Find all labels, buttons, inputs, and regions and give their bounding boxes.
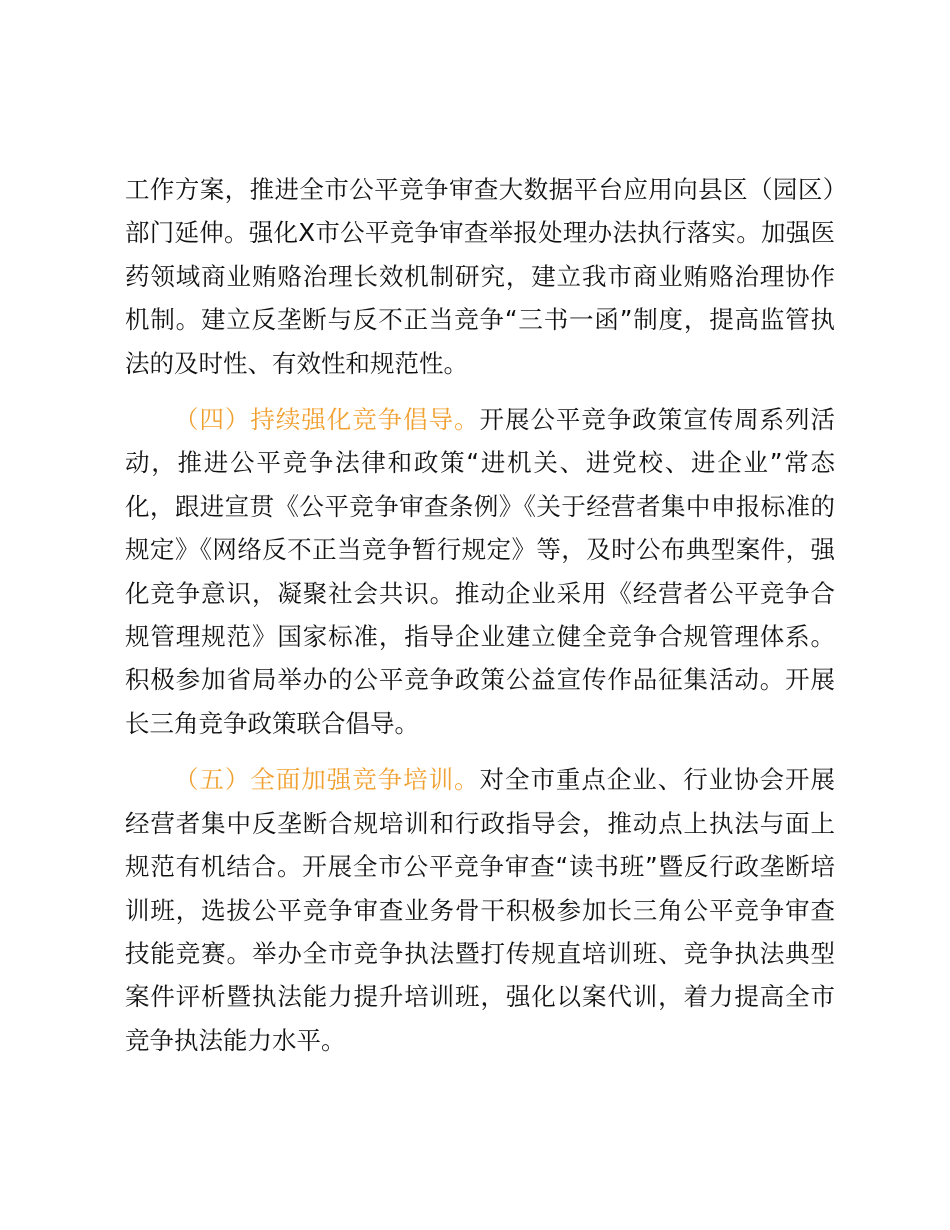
paragraph-text: 工作方案，推进全市公平竞争审查大数据平台应用向县区（园区）部门延伸。强化X市公平竞争审查举报处理办法执行落实。加强医药领域商业贿赂治理长效机制研究，建立我市商业贿赂治理协作机制。建立反垄断与反不正当竞争“三书一函”制度，提高监管执法的及时性、有效性和规范性。 xyxy=(125,175,835,378)
paragraph-continuation xyxy=(125,168,835,385)
section-heading-5: （五）全面加强竞争培训。 xyxy=(174,765,480,795)
paragraph-text: 对全市重点企业、行业协会开展经营者集中反垄断合规培训和行政指导会，推动点上执法与面上规范有机结合。开展全市公平竞争审查“读书班”暨反行政垄断培训班，选拔公平竞争审查业务骨干积极参加长三角公平竞争审查技能竞赛。举办全市竞争执法暨打传规直培训班、竞争执法典型案件评析暨执法能力提升培训班，强化以案代训，着力提高全市竞争执法能力水平。 xyxy=(125,765,836,1055)
paragraph-competition-advocacy xyxy=(125,398,835,745)
document-body xyxy=(125,168,835,1062)
section-heading-4: （四）持续强化竞争倡导。 xyxy=(174,405,480,435)
paragraph-text: 开展公平竞争政策宣传周系列活动，推进公平竞争法律和政策“进机关、进党校、进企业”常态化，跟进宣贯《公平竞争审查条例》《关于经营者集中申报标准的规定》《网络反不正当竞争暂行规定》等，及时公布典型案件，强化竞争意识，凝聚社会共识。推动企业采用《经营者公平竞争合规管理规范》国家标准，指导企业建立健全竞争合规管理体系。积极参加省局举办的公平竞争政策公益宣传作品征集活动。开展长三角竞争政策联合倡导。 xyxy=(125,405,836,738)
paragraph-competition-training xyxy=(125,758,835,1062)
